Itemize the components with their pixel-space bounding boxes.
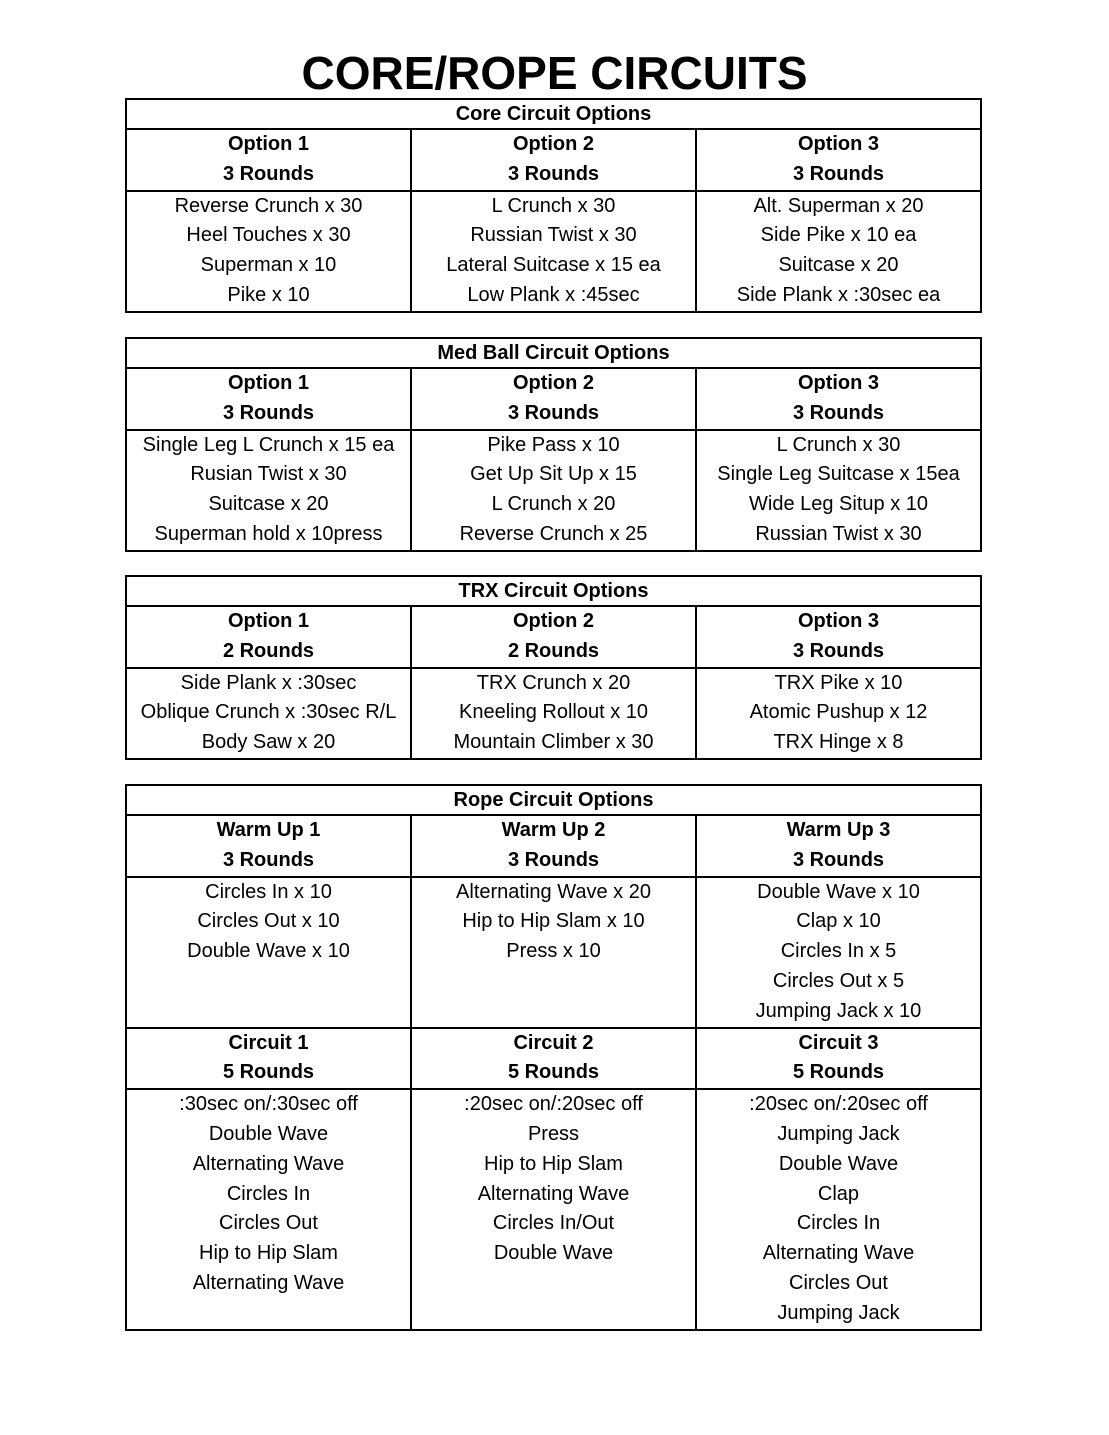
exercise-item: Hip to Hip Slam (484, 1152, 623, 1175)
exercise-item: Circles Out x 10 (197, 910, 340, 933)
exercise-item: Oblique Crunch x :30sec R/L (140, 701, 397, 724)
column-header (126, 368, 411, 430)
exercise-item: TRX Pike x 10 (774, 671, 903, 694)
option-name: Option 1 (227, 372, 310, 394)
exercise-item: Double Wave x 10 (757, 880, 920, 903)
circuit-rounds: 5 Rounds (222, 1061, 315, 1084)
exercise-item: Rusian Twist x 30 (190, 463, 347, 486)
column-header (126, 129, 411, 191)
column-header (696, 815, 981, 877)
exercise-item: Single Leg L Crunch x 15 ea (142, 433, 395, 456)
exercise-list (411, 877, 696, 1028)
option-name: Option 2 (512, 372, 595, 394)
exercise-list (411, 1089, 696, 1329)
warmup-name: Warm Up 3 (786, 819, 891, 841)
exercise-item: TRX Crunch x 20 (476, 671, 631, 694)
column-header (696, 368, 981, 430)
table-title: TRX Circuit Options (126, 576, 981, 606)
exercise-item: Kneeling Rollout x 10 (458, 701, 648, 724)
exercise-item: Circles Out x 5 (772, 969, 905, 992)
exercise-item: :20sec on/:20sec off (464, 1093, 643, 1116)
exercise-item: Side Plank x :30sec ea (736, 283, 941, 306)
exercise-item: Reverse Crunch x 30 (174, 194, 363, 217)
exercise-item: Get Up Sit Up x 15 (470, 463, 637, 486)
exercise-item: Clap (817, 1182, 860, 1205)
exercise-item: Alternating Wave (192, 1271, 345, 1294)
exercise-item: Circles In (796, 1212, 881, 1235)
exercise-item: TRX Hinge x 8 (773, 731, 904, 754)
exercise-list (126, 668, 411, 759)
exercise-list (696, 430, 981, 551)
column-header (126, 1028, 411, 1090)
column-header (696, 1028, 981, 1090)
exercise-list (126, 191, 411, 312)
circuit-name: Circuit 1 (228, 1031, 309, 1054)
option-name: Option 2 (512, 133, 595, 155)
exercise-item: L Crunch x 30 (491, 194, 616, 217)
warmup-name: Warm Up 1 (216, 819, 321, 841)
medball-circuit-table (125, 337, 982, 552)
exercise-item: Russian Twist x 30 (755, 522, 922, 545)
exercise-item: :20sec on/:20sec off (749, 1093, 928, 1116)
exercise-item: Hip to Hip Slam x 10 (462, 910, 645, 933)
exercise-item: Superman hold x 10press (154, 522, 383, 545)
exercise-item: Side Pike x 10 ea (760, 224, 917, 247)
exercise-item: Alternating Wave (192, 1152, 345, 1175)
exercise-list (696, 877, 981, 1028)
warmup-rounds: 3 Rounds (507, 848, 600, 871)
exercise-list (126, 877, 411, 1028)
warmup-rounds: 3 Rounds (792, 848, 885, 871)
exercise-list (411, 191, 696, 312)
exercise-item: Double Wave (493, 1242, 614, 1265)
column-header (411, 1028, 696, 1090)
exercise-item: Circles Out (219, 1212, 318, 1235)
exercise-item: Press x 10 (506, 940, 601, 963)
exercise-item: Circles In/Out (492, 1212, 615, 1235)
core-circuit-table (125, 98, 982, 313)
table-title: Rope Circuit Options (126, 785, 981, 815)
column-header (126, 606, 411, 668)
column-header (411, 606, 696, 668)
option-rounds: 3 Rounds (222, 401, 315, 424)
exercise-item: :30sec on/:30sec off (179, 1093, 358, 1116)
exercise-item: Low Plank x :45sec (467, 283, 640, 306)
exercise-item: Alternating Wave x 20 (456, 880, 651, 903)
exercise-item: Reverse Crunch x 25 (459, 522, 648, 545)
column-header (411, 815, 696, 877)
exercise-item: Single Leg Suitcase x 15ea (717, 463, 960, 486)
exercise-item: Hip to Hip Slam (199, 1242, 338, 1265)
warmup-rounds: 3 Rounds (222, 848, 315, 871)
exercise-item: Circles In x 5 (780, 940, 897, 963)
option-rounds: 2 Rounds (507, 639, 600, 662)
option-name: Option 3 (797, 133, 880, 155)
exercise-list (411, 430, 696, 551)
exercise-item: Lateral Suitcase x 15 ea (446, 254, 661, 277)
option-rounds: 2 Rounds (222, 639, 315, 662)
column-header (696, 606, 981, 668)
table-title: Core Circuit Options (126, 99, 981, 129)
exercise-item: Atomic Pushup x 12 (749, 701, 928, 724)
exercise-list (411, 668, 696, 759)
exercise-item: Mountain Climber x 30 (453, 731, 654, 754)
exercise-item: Jumping Jack x 10 (755, 999, 922, 1022)
exercise-item: L Crunch x 30 (776, 433, 901, 456)
exercise-item: Superman x 10 (200, 254, 337, 277)
exercise-list (696, 1089, 981, 1329)
column-header (696, 129, 981, 191)
exercise-item: Pike x 10 (227, 283, 310, 306)
option-name: Option 3 (797, 610, 880, 632)
option-name: Option 1 (227, 133, 310, 155)
exercise-item: Russian Twist x 30 (470, 224, 637, 247)
warmup-name: Warm Up 2 (501, 819, 606, 841)
column-header (411, 129, 696, 191)
column-header (126, 815, 411, 877)
option-name: Option 2 (512, 610, 595, 632)
exercise-item: Side Plank x :30sec (180, 671, 357, 694)
exercise-item: Double Wave x 10 (187, 940, 350, 963)
exercise-item: Wide Leg Situp x 10 (749, 493, 928, 516)
table-title: Med Ball Circuit Options (126, 338, 981, 368)
exercise-list (696, 668, 981, 759)
exercise-list (126, 430, 411, 551)
option-name: Option 1 (227, 610, 310, 632)
exercise-item: Alternating Wave (762, 1242, 915, 1265)
exercise-item: Double Wave (208, 1122, 329, 1145)
exercise-item: Circles Out (789, 1271, 888, 1294)
circuit-rounds: 5 Rounds (507, 1061, 600, 1084)
exercise-item: Suitcase x 20 (208, 493, 329, 516)
option-rounds: 3 Rounds (792, 401, 885, 424)
exercise-item: Suitcase x 20 (778, 254, 899, 277)
option-name: Option 3 (797, 372, 880, 394)
exercise-item: Pike Pass x 10 (487, 433, 620, 456)
exercise-item: Heel Touches x 30 (186, 224, 351, 247)
trx-circuit-table (125, 575, 982, 760)
exercise-item: Double Wave (778, 1152, 899, 1175)
exercise-list (126, 1089, 411, 1329)
exercise-item: Body Saw x 20 (201, 731, 336, 754)
exercise-list (696, 191, 981, 312)
exercise-item: L Crunch x 20 (491, 493, 616, 516)
exercise-item: Press (527, 1122, 580, 1145)
option-rounds: 3 Rounds (792, 639, 885, 662)
exercise-item: Circles In x 10 (205, 880, 332, 903)
exercise-item: Jumping Jack (777, 1301, 900, 1324)
circuit-name: Circuit 2 (513, 1031, 594, 1054)
exercise-item: Alt. Superman x 20 (753, 194, 924, 217)
option-rounds: 3 Rounds (792, 162, 885, 185)
page-title: CORE/ROPE CIRCUITS (301, 47, 808, 99)
circuit-rounds: 5 Rounds (792, 1061, 885, 1084)
option-rounds: 3 Rounds (507, 162, 600, 185)
rope-circuit-table (125, 784, 982, 1331)
exercise-item: Jumping Jack (777, 1122, 900, 1145)
option-rounds: 3 Rounds (222, 162, 315, 185)
column-header (411, 368, 696, 430)
circuit-name: Circuit 3 (798, 1031, 879, 1054)
option-rounds: 3 Rounds (507, 401, 600, 424)
exercise-item: Alternating Wave (477, 1182, 630, 1205)
exercise-item: Clap x 10 (796, 910, 881, 933)
exercise-item: Circles In (226, 1182, 311, 1205)
